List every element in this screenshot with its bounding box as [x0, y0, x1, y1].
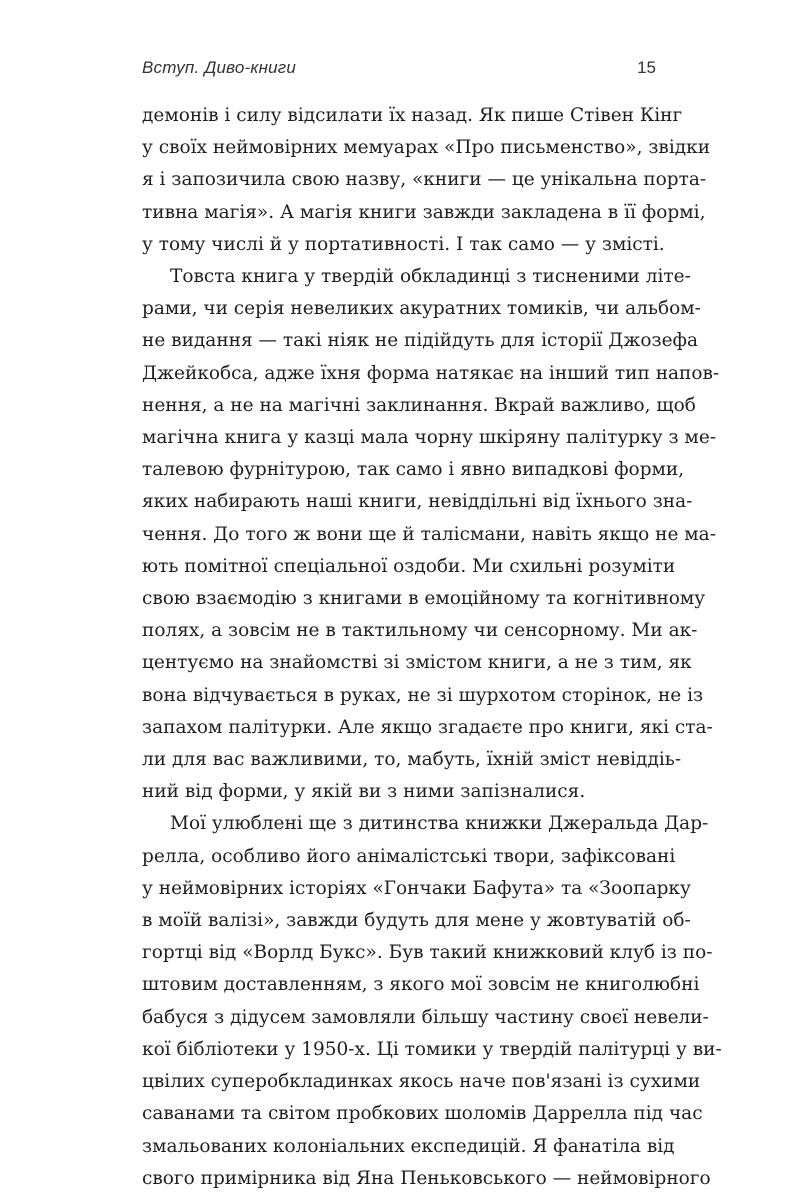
text-line: чення. До того ж вони ще й талісмани, навіть якщо не ма- [142, 523, 716, 545]
text-line: не видання — такі ніяк не підійдуть для історії Джозефа [142, 330, 699, 352]
text-line: в моїй валізі», завжди будуть для мене у жовтуватій об- [142, 910, 691, 932]
text-line: у неймовірних історіях «Гончаки Бафута» та «Зоопарку [142, 877, 691, 899]
text-line: вона відчувається в руках, не зі шурхотом сторінок, не із [142, 684, 704, 706]
text-line: релла, особливо його анімалістські твори, зафіксовані [142, 845, 676, 867]
text-line: саванами та світом пробкових шоломів Даррелла під час [142, 1103, 703, 1125]
text-line: кої бібліотеки у 1950-х. Ці томики у твердій палітурці у ви- [142, 1038, 722, 1060]
text-line: талевою фурнітурою, так само і явно випадкові форми, [142, 459, 685, 481]
text-line: свою взаємодію з книгами в емоційному та когнітивному [142, 588, 706, 610]
body-text [142, 100, 722, 1195]
text-line: магічна книга у казці мала чорну шкіряну палітурку з ме- [142, 427, 717, 449]
text-line: у тому числі й у портативності. І так само — у змісті. [142, 233, 665, 255]
text-line: свого примірника від Яна Пеньковського — неймовірного [142, 1167, 711, 1189]
text-line: центуємо на знайомстві зі змістом книги, а не з тим, як [142, 652, 692, 674]
text-line: штовим доставленням, з якого мої зовсім не книголюбні [142, 974, 700, 996]
text-line: бабуся з дідусем замовляли більшу частину своєї невели- [142, 1006, 709, 1028]
paragraph-first-line: Мої улюблені ще з дитинства книжки Джеральда Дар- [170, 813, 709, 835]
running-head: Вступ. Диво-книги [142, 58, 297, 77]
paragraph-first-line: Товста книга у твердій обкладинці з тисненими літе- [170, 266, 691, 288]
text-line: яких набирають наші книги, невіддільні від їхнього зна- [142, 491, 693, 513]
text-line: полях, а зовсім не в тактильному чи сенсорному. Ми ак- [142, 620, 698, 642]
text-line: демонів і силу відсилати їх назад. Як пише Стівен Кінг [142, 105, 683, 126]
text-line: нення, а не на магічні заклинання. Вкрай важливо, щоб [142, 394, 696, 416]
text-line: ли для вас важливими, то, мабуть, їхній зміст невіддіь- [142, 749, 682, 771]
text-line: у своїх неймовірних мемуарах «Про письменство», звідки [142, 137, 711, 159]
text-line: рами, чи серія невеликих акуратних томиків, чи альбом- [142, 298, 701, 320]
text-line: запахом палітурки. Але якщо згадаєте про книги, які ста- [142, 716, 713, 738]
text-line: Джейкобса, адже їхня форма натякає на інший тип напов- [142, 362, 720, 384]
text-line: я і запозичила свою назву, «книги — це унікальна порта- [142, 169, 707, 191]
text-line: ний від форми, у якій ви з ними запізналися. [142, 781, 586, 803]
page-number: 15 [637, 58, 656, 77]
text-line: ють помітної спеціальної оздоби. Ми схильні розуміти [142, 555, 676, 577]
text-line: цвілих суперобкладинках якось наче пов'язані із сухими [142, 1071, 701, 1093]
text-line: змальованих колоніальних експедицій. Я фанатіла від [142, 1135, 675, 1157]
text-line: тивна магія». А магія книги завжди закладена в її формі, [142, 201, 706, 223]
text-line: гортці від «Ворлд Букс». Був такий книжковий клуб із по- [142, 942, 713, 964]
